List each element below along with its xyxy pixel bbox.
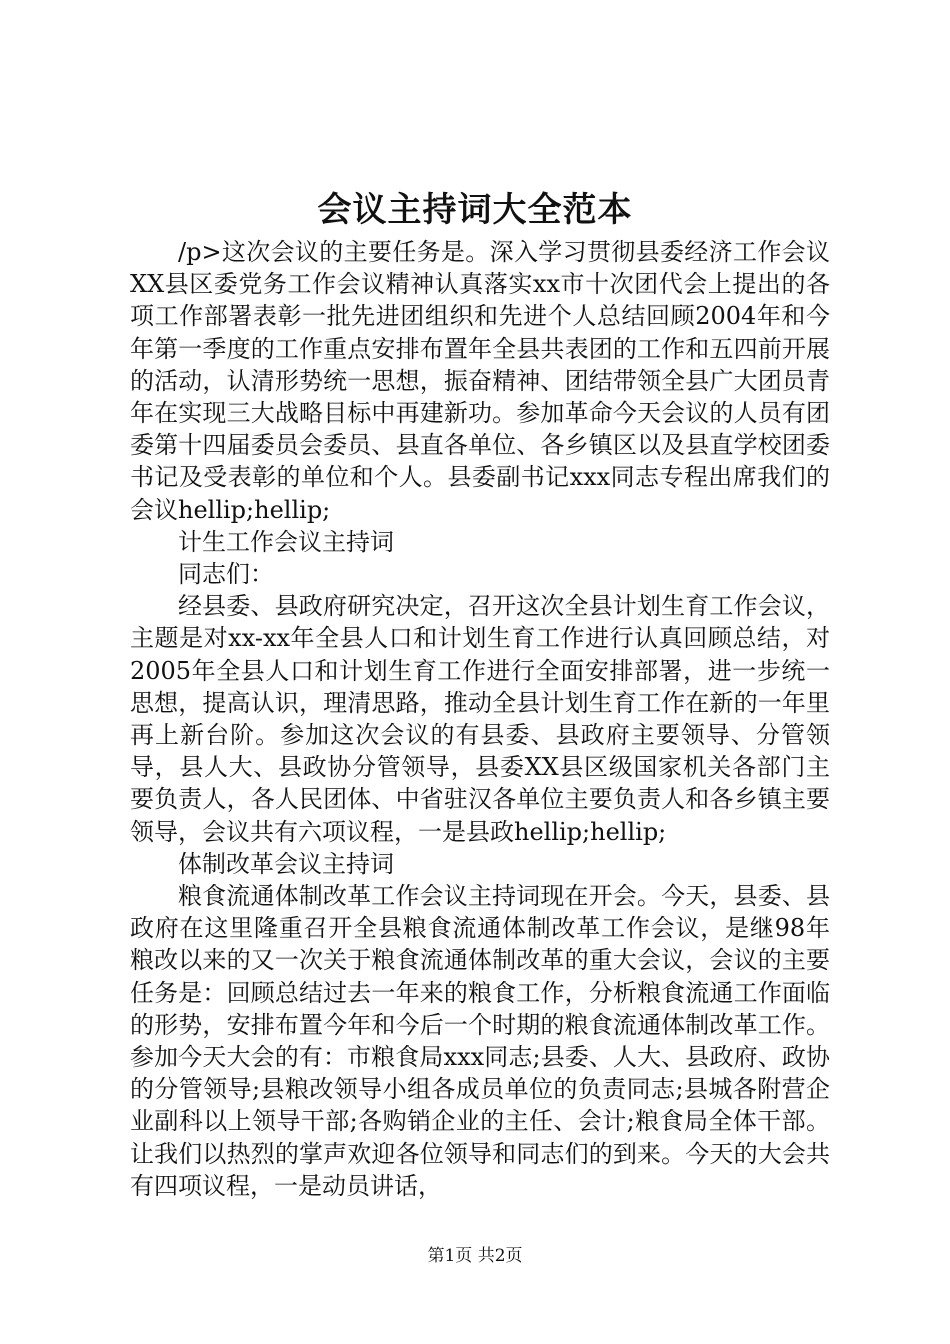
salutation: 同志们： [178, 560, 274, 589]
heading-family-planning: 计生工作会议主持词 [178, 527, 394, 556]
paragraph-grain-reform: 粮食流通体制改革工作会议主持词现在开会。今天，县委、县政府在这里隆重召开全县粮食流通体制改革工作会议，是继98年粮改以来的又一次关于粮食流通体制改革的重大会议，会议的主要任务是：回顾总结过去一年来的粮食工作，分析粮食流通工作面临的形势，安排布置今年和今后一个时期的粮食流通体制改革工作。参加今天大会的有：市粮食局xxx同志;县委、人大、县政府、政协的分管领导;县粮改领导小组各成员单位的负责同志;县城各附营企业副科以上领导干部;各购销企业的主任、会计;粮食局全体干部。让我们以热烈的掌声欢迎各位领导和同志们的到来。今天的大会共有四项议程，一是动员讲话， [130, 882, 830, 1200]
paragraph-family-planning: 经县委、县政府研究决定，召开这次全县计划生育工作会议，主题是对xx-xx年全县人口和计划生育工作进行认真回顾总结，对2005年全县人口和计划生育工作进行全面安排部署，进一步统一思想，提高认识，理清思路，推动全县计划生育工作在新的一年里再上新台阶。参加这次会议的有县委、县政府主要领导、分管领导，县人大、县政协分管领导，县委XX县区级国家机关各部门主要负责人，各人民团体、中省驻汉各单位主要负责人和各乡镇主要领导，会议共有六项议程，一是县政hellip;hellip; [130, 592, 830, 846]
paragraph-meeting-tasks: /p>这次会议的主要任务是。深入学习贯彻县委经济工作会议XX县区委党务工作会议精神认真落实xx市十次团代会上提出的各项工作部署表彰一批先进团组织和先进个人总结回顾2004年和今年第一季度的工作重点安排布置年全县共表团的工作和五四前开展的活动，认清形势统一思想，振奋精神、团结带领全县广大团员青年在实现三大战略目标中再建新功。参加革命今天会议的人员有团委第十四届委员会委员、县直各单位、各乡镇区以及县直学校团委书记及受表彰的单位和个人。县委副书记xxx同志专程出席我们的会议hellip;hellip; [130, 238, 830, 524]
document-title: 会议主持词大全范本 [317, 190, 633, 230]
page-number-footer: 第1页 共2页 [427, 1246, 523, 1266]
heading-system-reform: 体制改革会议主持词 [178, 849, 394, 878]
document-body [130, 236, 830, 1202]
